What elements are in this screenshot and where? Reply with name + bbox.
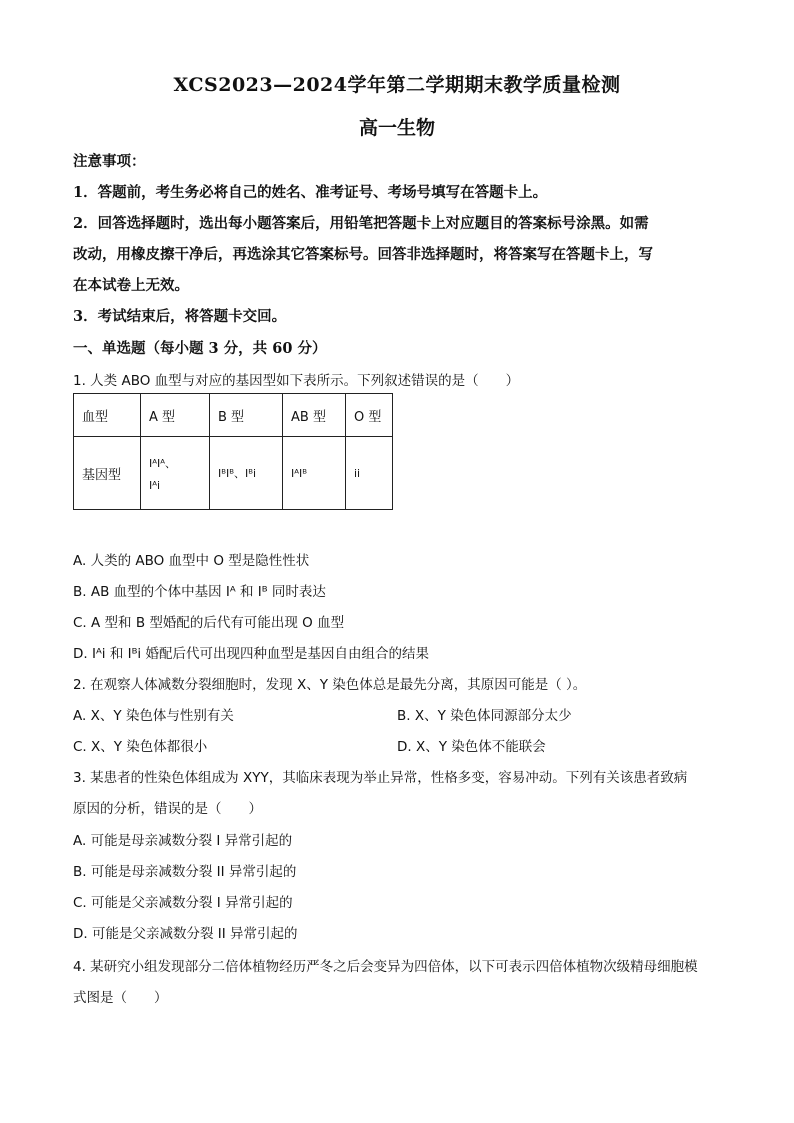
q3-option-b: B. 可能是母亲减数分裂 II 异常引起的: [73, 864, 297, 880]
genotype-b-cell: IᴮIᴮ、Iᴮi: [210, 437, 283, 510]
q1-option-a: A. 人类的 ABO 血型中 O 型是隐性性状: [73, 553, 310, 569]
table-header-cell: O 型: [346, 394, 393, 437]
q2-stem: 2. 在观察人体减数分裂细胞时，发现 X、Y 染色体总是最先分离，其原因可能是（ ）。: [73, 677, 587, 693]
genotype-ab-cell: IᴬIᴮ: [283, 437, 346, 510]
q4-stem-line1: 4. 某研究小组发现部分二倍体植物经历严冬之后会变异为四倍体，以下可表示四倍体植物次级精母细胞模: [73, 959, 698, 975]
exam-title: XCS2023—2024学年第二学期期末教学质量检测: [173, 74, 621, 96]
notice-heading: 注意事项：: [73, 153, 146, 170]
q1-option-c: C. A 型和 B 型婚配的后代有可能出现 O 血型: [73, 615, 345, 631]
q2-option-c: C. X、Y 染色体都很小: [73, 739, 208, 755]
q1-stem: 1. 人类 ABO 血型与对应的基因型如下表所示。下列叙述错误的是（ ）: [73, 373, 520, 389]
table-header-cell: 血型: [74, 394, 141, 437]
q3-option-c: C. 可能是父亲减数分裂 I 异常引起的: [73, 895, 293, 911]
genotype-a-cell: [141, 437, 210, 510]
notice-item-2: 2．回答选择题时，选出每小题答案后，用铅笔把答题卡上对应题目的答案标号涂黑。如需: [73, 215, 649, 232]
table-row: [74, 437, 393, 510]
q2-option-a: A. X、Y 染色体与性别有关: [73, 708, 234, 724]
q3-stem-line1: 3. 某患者的性染色体组成为 XYY，其临床表现为举止异常，性格多变，容易冲动。下列有关该患者致病: [73, 770, 688, 786]
table-header-cell: B 型: [210, 394, 283, 437]
notice-item-1: 1．答题前，考生务必将自己的姓名、准考证号、考场号填写在答题卡上。: [73, 184, 548, 201]
table-row: [74, 394, 393, 437]
blood-type-table: [73, 393, 393, 510]
genotype-o-cell: ii: [346, 437, 393, 510]
genotype-a-line1: IᴬIᴬ、: [149, 456, 176, 470]
table-row-label: 基因型: [74, 437, 141, 510]
notice-item-2-cont: 改动，用橡皮擦干净后，再选涂其它答案标号。回答非选择题时，将答案写在答题卡上，写: [73, 246, 653, 263]
notice-item-2-end: 在本试卷上无效。: [73, 277, 189, 294]
exam-subject: 高一生物: [358, 117, 435, 139]
q1-option-b: B. AB 血型的个体中基因 Iᴬ 和 Iᴮ 同时表达: [73, 584, 326, 600]
section-heading: 一、单选题（每小题 3 分，共 60 分）: [73, 340, 327, 357]
q3-option-d: D. 可能是父亲减数分裂 II 异常引起的: [73, 926, 298, 942]
q4-stem-line2: 式图是（ ）: [73, 990, 168, 1006]
table-header-cell: AB 型: [283, 394, 346, 437]
q1-option-d: D. Iᴬi 和 Iᴮi 婚配后代可出现四种血型是基因自由组合的结果: [73, 646, 429, 662]
q3-option-a: A. 可能是母亲减数分裂 I 异常引起的: [73, 833, 293, 849]
notice-item-3: 3．考试结束后，将答题卡交回。: [73, 308, 287, 325]
genotype-a-line2: Iᴬi: [149, 478, 161, 492]
q2-option-b: B. X、Y 染色体同源部分太少: [397, 708, 572, 724]
q3-stem-line2: 原因的分析，错误的是（ ）: [73, 801, 262, 817]
q2-option-d: D. X、Y 染色体不能联会: [397, 739, 546, 755]
table-header-cell: A 型: [141, 394, 210, 437]
